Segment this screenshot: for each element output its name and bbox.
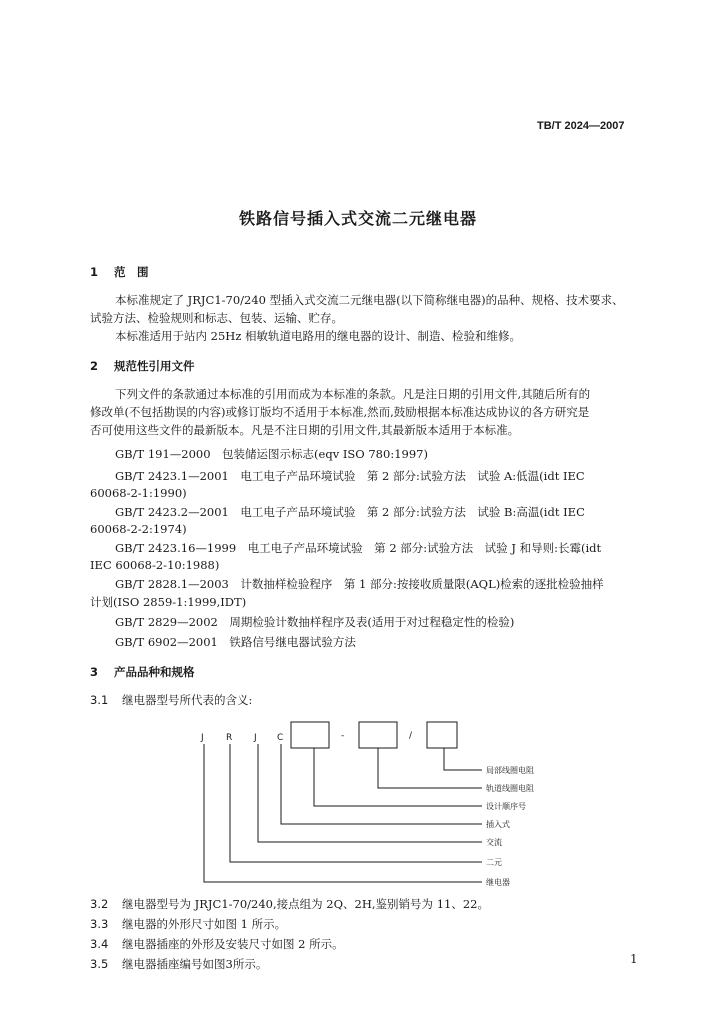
paragraph: 下列文件的条款通过本标准的引用而成为本标准的条款。凡是注日期的引用文件,其随后所有的 bbox=[115, 387, 591, 401]
section-number: 1 bbox=[90, 265, 99, 279]
reference-item-cont: 60068-2-1:1990) bbox=[90, 486, 187, 500]
reference-item: GB/T 2423.2—2001 电工电子产品环境试验 第 2 部分:试验方法 试验 B:高温(idt IEC bbox=[115, 505, 585, 519]
clause-3-5 bbox=[90, 956, 267, 972]
reference-item: GB/T 2423.1—2001 电工电子产品环境试验 第 2 部分:试验方法 试验 A:低温(idt IEC bbox=[115, 469, 585, 483]
reference-item: GB/T 191—2000 包装储运图示标志(eqv ISO 780:1997) bbox=[115, 447, 428, 461]
clause-number: 3.1 bbox=[90, 693, 109, 707]
clause-text: 继电器插座编号如图3所示。 bbox=[122, 957, 268, 971]
reference-item: GB/T 2423.16—1999 电工电子产品环境试验 第 2 部分:试验方法 试验 J 和导则:长霉(idt bbox=[115, 541, 602, 555]
clause-text: 继电器的外形尺寸如图 1 所示。 bbox=[122, 917, 287, 931]
leader-line bbox=[204, 744, 482, 882]
diagram-label: 继电器 bbox=[486, 878, 510, 887]
paragraph: 本标准规定了 JRJC1-70/240 型插入式交流二元继电器(以下简称继电器)的品种、规格、技术要求、 bbox=[115, 293, 624, 307]
diagram-label: 交流 bbox=[486, 838, 502, 847]
clause-number: 3.3 bbox=[90, 917, 109, 931]
paragraph: 修改单(不包括勘误的内容)或修订版均不适用于本标准,然而,鼓励根据本标准达成协议的各方研究是 bbox=[90, 405, 590, 419]
clause-number: 3.5 bbox=[90, 957, 109, 971]
clause-3-3 bbox=[90, 916, 286, 932]
dash-symbol: - bbox=[341, 731, 345, 741]
paragraph: 否可使用这些文件的最新版本。凡是不注日期的引用文件,其最新版本适用于本标准。 bbox=[90, 423, 520, 437]
paragraph: 本标准适用于站内 25Hz 相敏轨道电路用的继电器的设计、制造、检验和维修。 bbox=[115, 329, 522, 343]
reference-item-cont: 计划(ISO 2859-1:1999,IDT) bbox=[90, 595, 247, 609]
reference-item-cont: IEC 60068-2-10:1988) bbox=[90, 558, 220, 572]
page-number: 1 bbox=[630, 952, 638, 966]
diagram-label: 轨道线圈电阻 bbox=[486, 784, 534, 793]
diagram-label: 插入式 bbox=[486, 820, 510, 829]
clause-text: 继电器型号为 JRJC1-70/240,接点组为 2Q、2H,鉴别销号为 11、22。 bbox=[122, 897, 489, 911]
standard-number: TB/T 2024—2007 bbox=[537, 120, 625, 132]
section-title: 规范性引用文件 bbox=[114, 359, 195, 373]
leader-line bbox=[258, 744, 482, 842]
slash-symbol: / bbox=[409, 731, 413, 741]
section-number: 3 bbox=[90, 665, 99, 679]
section-title: 范 围 bbox=[114, 265, 149, 279]
model-box-2 bbox=[359, 722, 397, 748]
section-number: 2 bbox=[90, 359, 99, 373]
diagram-label: 二元 bbox=[486, 858, 502, 867]
reference-item: GB/T 6902—2001 铁路信号继电器试验方法 bbox=[115, 635, 356, 649]
model-box-1 bbox=[291, 722, 329, 748]
model-letter: C bbox=[277, 733, 284, 743]
clause-text: 继电器型号所代表的含义: bbox=[122, 693, 253, 707]
reference-item: GB/T 2829—2002 周期检验计数抽样程序及表(适用于对过程稳定性的检验) bbox=[115, 615, 515, 629]
leader-line bbox=[378, 748, 482, 788]
section-title: 产品品种和规格 bbox=[114, 665, 195, 679]
diagram-label: 局部线圈电阻 bbox=[486, 766, 534, 775]
model-letter: J bbox=[201, 733, 204, 743]
leader-line bbox=[281, 744, 482, 824]
model-letter: R bbox=[226, 733, 233, 743]
leader-line bbox=[314, 748, 482, 806]
clause-number: 3.4 bbox=[90, 937, 109, 951]
clause-3-4 bbox=[90, 936, 344, 952]
paragraph: 试验方法、检验规则和标志、包装、运输、贮存。 bbox=[90, 311, 343, 325]
reference-item: GB/T 2828.1—2003 计数抽样检验程序 第 1 部分:按接收质量限(AQL)检索的逐批检验抽样 bbox=[115, 577, 604, 591]
model-letter: J bbox=[254, 733, 257, 743]
document-title: 铁路信号插入式交流二元继电器 bbox=[238, 209, 477, 228]
clause-number: 3.2 bbox=[90, 897, 109, 911]
diagram-label: 设计顺序号 bbox=[486, 802, 526, 811]
clause-3-2 bbox=[90, 896, 489, 912]
reference-item-cont: 60068-2-2:1974) bbox=[90, 522, 187, 536]
clause-text: 继电器插座的外形及安装尺寸如图 2 所示。 bbox=[122, 937, 344, 951]
leader-line bbox=[444, 748, 482, 770]
model-box-3 bbox=[427, 722, 457, 748]
